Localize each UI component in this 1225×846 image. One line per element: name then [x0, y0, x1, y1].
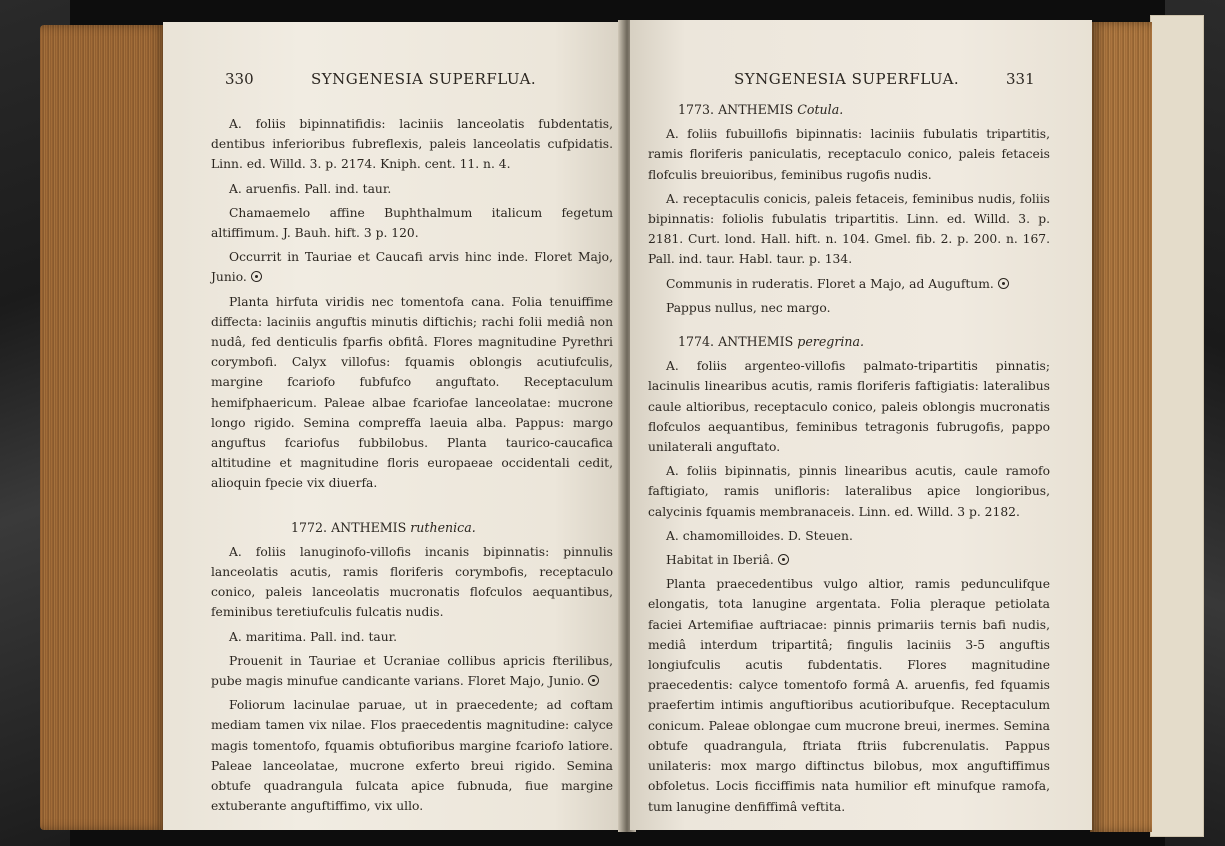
paragraph — [211, 247, 613, 287]
species-heading — [211, 518, 613, 538]
paragraph-text: Prouenit in Tauriae et Ucraniae collibus apricis fterilibus, pube magis minufue candicante varians. Floret Majo, Junio. — [211, 653, 613, 689]
perennial-symbol-icon — [588, 675, 599, 686]
left-text-block — [211, 114, 613, 821]
right-text-block — [648, 100, 1050, 821]
paragraph: A. foliis fubuillofis bipinnatis: laciniis fubulatis tripartitis, ramis floriferis paniculatis, receptaculo conico, paleis fetaceis flofculis breuioribus, feminibus rugofis nudis. — [648, 127, 1050, 182]
paragraph-text: Occurrit in Tauriae et Caucafi arvis hinc inde. Floret Majo, Junio. — [211, 250, 613, 285]
species-heading — [648, 100, 1050, 120]
paragraph: A. foliis lanuginofo-villofis incanis bipinnatis: pinnulis lanceolatis acutis, ramis floriferis corymbofis, receptaculo conico, paleis lanceolatis mucronatis flofculos aequantibus, feminibus teretiufculis fulcatis nudis. — [211, 544, 613, 620]
species-genus: ANTHEMIS — [331, 519, 407, 535]
species-epithet: Cotula. — [797, 102, 844, 117]
paragraph: A. foliis argenteo-villofis palmato-tripartitis pinnatis; lacinulis linearibus acutis, ramis floriferis faftigiatis: lateralibus caule altioribus, receptaculo conico, paleis oblongis mucronatis flofculos aequantibus, feminibus tetragonis fubrugofis, pappo unilaterali anguftato. — [648, 359, 1050, 455]
paragraph — [648, 550, 1050, 570]
paragraph — [211, 651, 613, 691]
perennial-symbol-icon — [778, 554, 789, 565]
paragraph: A. chamomilloides. D. Steuen. — [666, 528, 853, 543]
cover-right — [1150, 15, 1204, 837]
paragraph: A. maritima. Pall. ind. taur. — [229, 629, 398, 644]
paragraph: A. receptaculis conicis, paleis fetaceis, feminibus nudis, foliis bipinnatis: foliolis fubulatis tripartitis. Linn. ed. Willd. 3. p. 2181. Curt. lond. Hall. hift. n. 104. Gmel. fib. 2. p. 200. n. 167. Pall. ind. taur. Habl. taur. p. 134. — [648, 191, 1050, 267]
paragraph: Pappus nullus, nec margo. — [666, 300, 831, 315]
page-number: 331 — [1006, 70, 1035, 88]
paragraph: A. foliis bipinnatifidis: laciniis lanceolatis fubdentatis, dentibus inferioribus fubreflexis, paleis lanceolatis cufpidatis. Linn. ed. Willd. 3. p. 2174. Kniph. cent. 11. n. 4. — [211, 117, 613, 172]
paragraph — [648, 274, 1050, 294]
paragraph: A. aruenfis. Pall. ind. taur. — [229, 181, 392, 196]
perennial-symbol-icon — [251, 271, 262, 282]
page-edges-right — [1090, 22, 1152, 832]
paragraph-text: Communis in ruderatis. Floret a Majo, ad Auguftum. — [666, 276, 994, 291]
species-number: 1774. — [678, 334, 715, 350]
species-genus: ANTHEMIS — [718, 334, 794, 350]
paragraph: A. foliis bipinnatis, pinnis linearibus acutis, caule ramofo faftigiato, ramis unifloris: lateralibus apice longioribus, calycinis fquamis membranaceis. Linn. ed. Willd. 3 p. 2182. — [648, 464, 1050, 519]
species-number: 1773. — [678, 102, 715, 117]
species-number: 1772. — [291, 519, 328, 535]
paragraph-text: Habitat in Iberiâ. — [666, 553, 774, 568]
page-number: 330 — [225, 70, 254, 88]
species-genus: ANTHEMIS — [718, 102, 794, 117]
species-epithet: ruthenica. — [410, 519, 476, 535]
perennial-symbol-icon — [998, 278, 1009, 289]
species-epithet: peregrina. — [797, 334, 865, 350]
paragraph: Planta praecedentibus vulgo altior, ramis pedunculifque elongatis, tota lanugine argentata. Folia pleraque petiolata faciei Artemifiae auftriacae: pinnis primariis ternis bafi nudis, mediâ interdum tripartitâ; fingulis laciniis 3-5 anguftis longiufculis acutis fubdentatis. Flores magnitudine praecedentis: calyce tomentofo formâ A. aruenfis, fed fquamis praefertim intimis anguftioribus acutioribufque. Receptaculum conicum. Paleae oblongae cum mucrone breui, inermes. Semina obtufe quadrangula, ftriata ftriis fubcrenulatis. Pappus unilateris: mox margo diftinctus bilobus, mox anguftiffimus obfoletus. Locis ficciffimis nata humilior eft minufque ramofa, tum lanugine denfiffimâ veftita. — [648, 577, 1050, 814]
running-header: SYNGENESIA SUPERFLUA. — [311, 70, 537, 88]
running-header: SYNGENESIA SUPERFLUA. — [734, 70, 960, 88]
paragraph: Chamaemelo affine Buphthalmum italicum fegetum altiffimum. J. Bauh. hift. 3 p. 120. — [211, 205, 613, 241]
right-page — [630, 20, 1092, 830]
page-edges-left — [40, 25, 168, 830]
paragraph: Foliorum lacinulae paruae, ut in praecedente; ad coftam mediam tamen vix nilae. Flos praecedentis magnitudine: calyce magis tomentofo, fquamis obtufioribus margine fcariofo latiore. Paleae lanceolatae, mucrone exferto breui rigido. Semina obtufe quadrangula fulcata apice fubnuda, fiue margine extuberante anguftiffimo, vix ullo. — [211, 698, 613, 814]
species-heading — [648, 332, 1050, 352]
left-page — [163, 22, 623, 830]
paragraph: Planta hirfuta viridis nec tomentofa cana. Folia tenuiffime diffecta: laciniis anguftis minutis diftichis; rachi folii mediâ non nudâ, fed denticulis fparfis obfitâ. Flores magnitudine Pyrethri corymbofi. Calyx villofus: fquamis oblongis acutiufculis, margine fcariofo fubfufco anguftato. Receptaculum hemifphaericum. Paleae albae fcariofae lanceolatae: mucrone longo rigido. Semina compreffa laeuia alba. Pappus: margo anguftus fcariofus fubbilobus. Planta taurico-caucafica altitudine et magnitudine floris europaeae occidentali cedit, alioquin fpecie vix diuerfa. — [211, 294, 613, 491]
